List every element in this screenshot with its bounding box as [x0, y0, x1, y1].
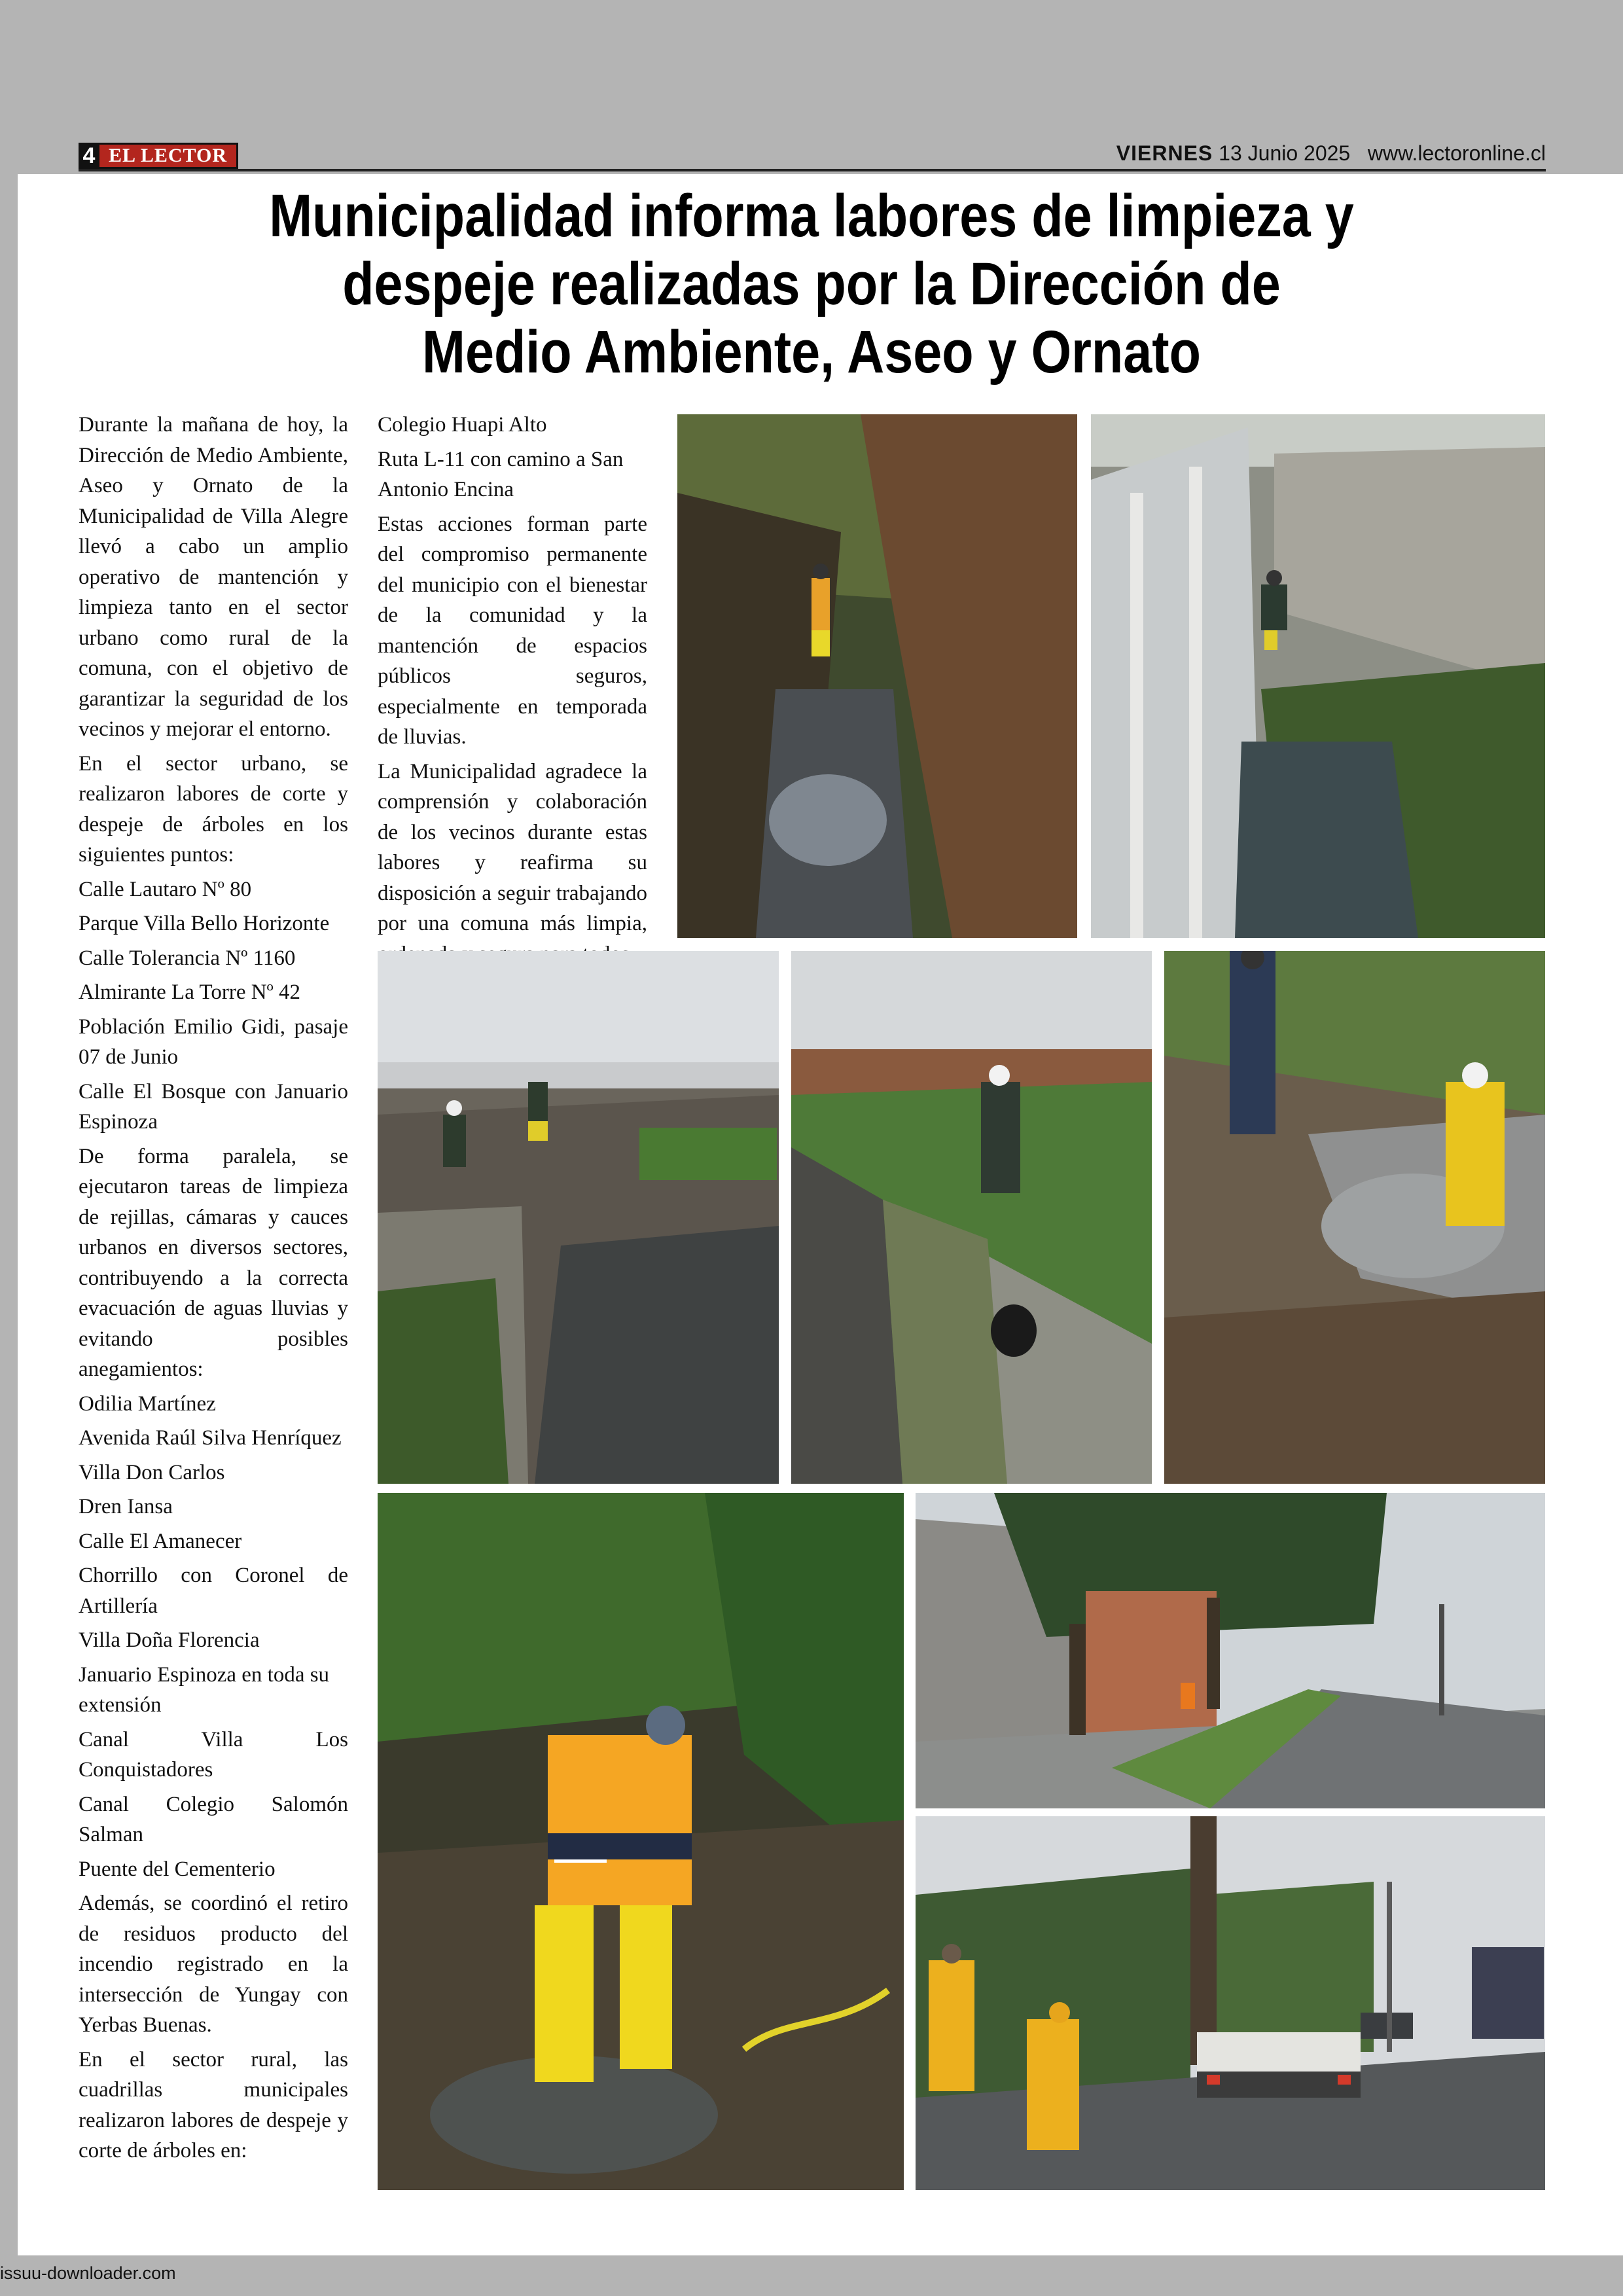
paragraph: De forma paralela, se ejecutaron tareas de limpieza de rejillas, cámaras y cauces urbanos en diversos sectores, contribuyendo a la correcta evacuación de aguas lluvias y evitando posibles anegamientos: — [79, 1144, 348, 1381]
paragraph: Durante la mañana de hoy, la Dirección de Medio Ambiente, Aseo y Ornato de la Municipalidad de Villa Alegre llevó a cabo un amplio operativo de mantención y limpieza tanto en el sector urbano como rural de la comuna, con el objetivo de garantizar la seguridad de los vecinos y mejorar el entorno. — [79, 413, 348, 741]
list-item: Dren Iansa — [79, 1495, 173, 1518]
photo-workers-stream — [1164, 951, 1545, 1484]
header-rule — [79, 169, 1546, 171]
photo-canal-workers — [378, 951, 779, 1484]
list-item: Población Emilio Gidi, pasaje 07 de Junio — [79, 1014, 348, 1069]
list-item: Ruta L-11 con camino a San Antonio Encina — [378, 447, 624, 501]
weekday: VIERNES — [1116, 141, 1213, 165]
list-item: Calle Lautaro Nº 80 — [79, 877, 252, 901]
list-item: Calle El Amanecer — [79, 1529, 242, 1553]
headline-line: Municipalidad informa labores de limpieza y — [269, 183, 1354, 249]
list-item: Chorrillo con Coronel de Artillería — [79, 1564, 348, 1618]
website: www.lectoronline.cl — [1367, 141, 1546, 165]
headline-line: Medio Ambiente, Aseo y Ornato — [422, 319, 1201, 386]
paragraph: La Municipalidad agradece la comprensión y colaboración de los vecinos durante estas labores y reafirma su disposición a seguir trabajando por una comuna más limpia, — [378, 759, 647, 935]
list-item: Avenida Raúl Silva Henríquez — [79, 1426, 342, 1450]
list-item: Calle Tolerancia Nº 1160 — [79, 946, 296, 970]
dateline — [1116, 141, 1546, 166]
photo-channel-wall — [1091, 414, 1545, 938]
headline — [226, 182, 1397, 386]
list-item: Puente del Cementerio — [79, 1857, 276, 1881]
photo-channel-overgrown — [677, 414, 1077, 938]
list-item: Villa Don Carlos — [79, 1460, 225, 1484]
text-column-1 — [79, 410, 348, 2170]
watermark: issuu-downloader.com — [0, 2263, 176, 2283]
headline-line: despeje realizadas por la Dirección de — [342, 251, 1281, 317]
photo-street-truck — [916, 1816, 1545, 2190]
list-item: Odilia Martínez — [79, 1391, 216, 1416]
paragraph: Estas acciones forman parte del compromiso permanente del municipio con el bienestar de la comunidad y la mantención de espacios públicos seguros, especialmente en temporada de lluvias. — [378, 512, 647, 749]
list-item: Colegio Huapi Alto — [378, 413, 547, 437]
list-item: Canal Colegio Salomón Salman — [79, 1792, 348, 1846]
text-column-2 — [378, 410, 647, 973]
date: 13 Junio 2025 — [1219, 141, 1351, 165]
paragraph: En el sector rural, las cuadrillas municipales realizaron labores de despeje y corte de árboles en: — [79, 2047, 348, 2162]
page-number: 4 — [79, 143, 99, 169]
list-item: Parque Villa Bello Horizonte — [79, 912, 330, 935]
list-item: Canal Villa Los Conquistadores — [79, 1727, 348, 1782]
newspaper-logo — [79, 143, 238, 169]
list-item: Calle El Bosque con Januario Espinoza — [79, 1079, 348, 1134]
list-item: Villa Doña Florencia — [79, 1628, 260, 1652]
list-item: Almirante La Torre Nº 42 — [79, 980, 301, 1004]
brand-name: EL LECTOR — [99, 143, 238, 169]
paragraph: En el sector urbano, se realizaron labores de corte y despeje de árboles en los siguientes puntos: — [79, 751, 348, 867]
photo-worker-bag — [791, 951, 1152, 1484]
photo-worker-yellow-suit — [378, 1493, 904, 2190]
list-item: Januario Espinoza en toda su extensión — [79, 1662, 330, 1717]
photo-street-tree — [916, 1493, 1545, 1808]
paragraph: Además, se coordinó el retiro de residuos producto del incendio registrado en la intersección de Yungay con Yerbas Buenas. — [79, 1892, 348, 2037]
